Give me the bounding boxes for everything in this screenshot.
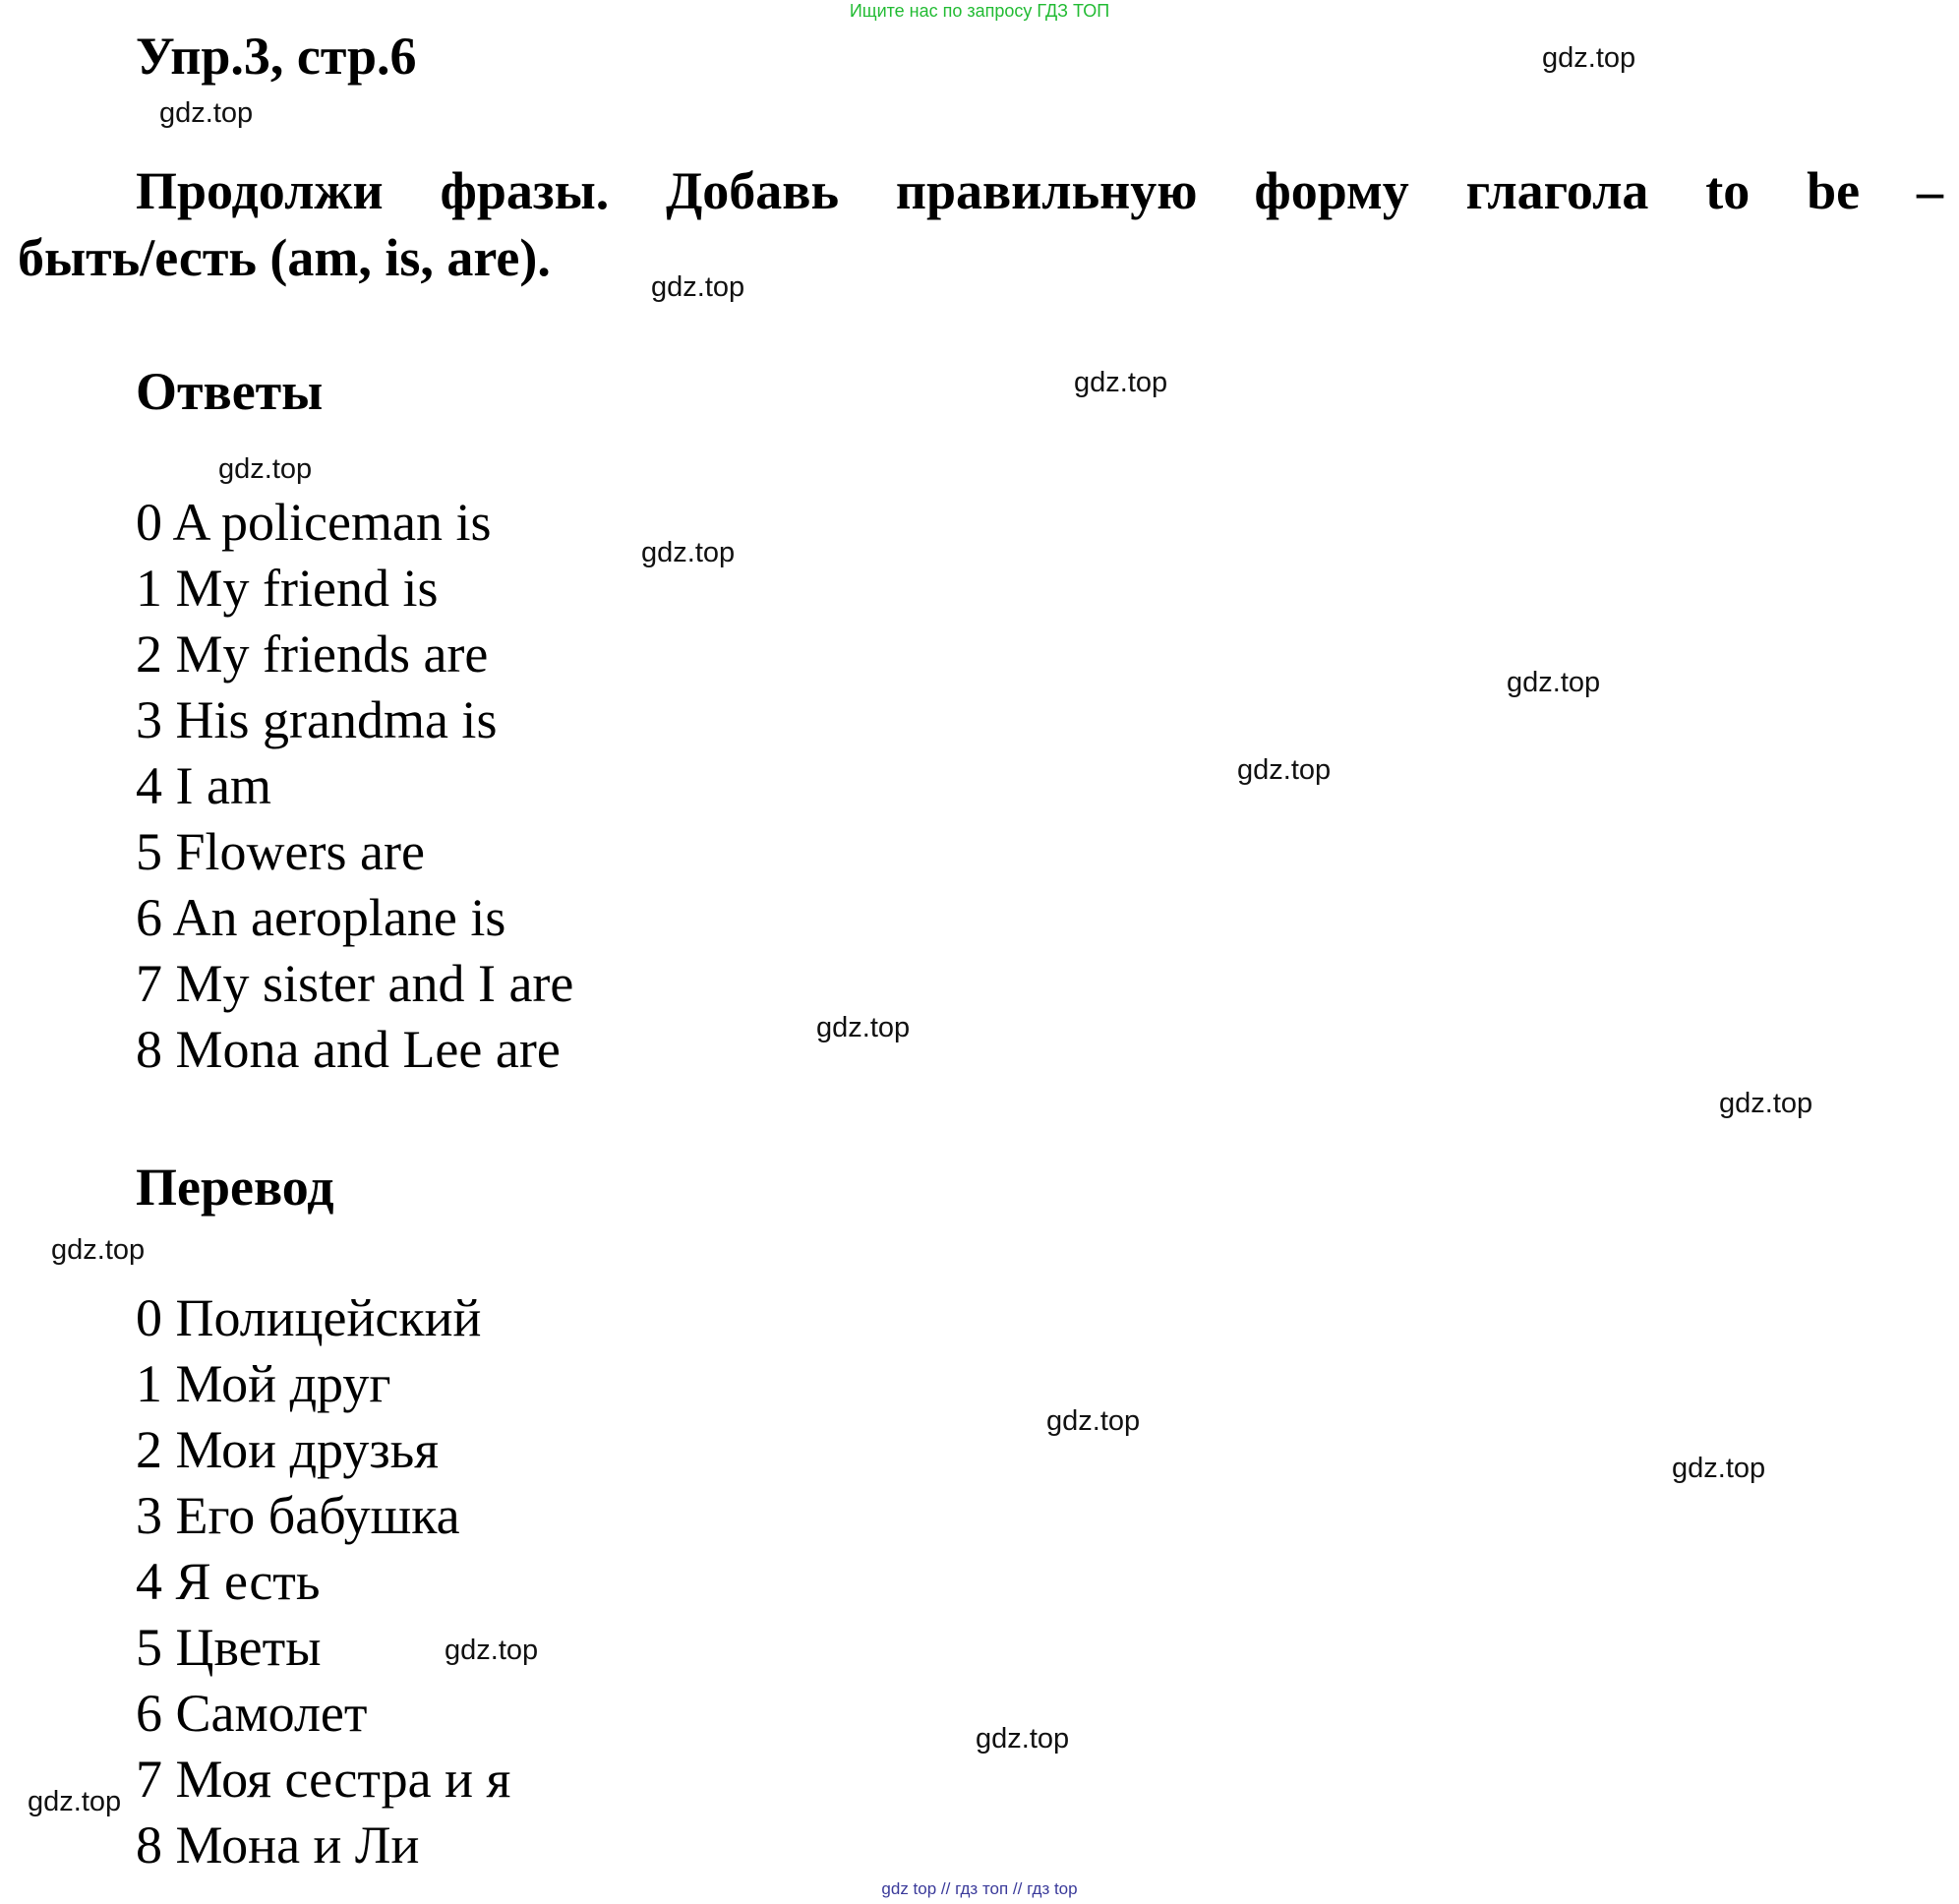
watermark: gdz.top	[651, 271, 745, 303]
watermark: gdz.top	[159, 97, 254, 129]
answers-list	[136, 490, 573, 1083]
translation-item: 8 Мона и Ли	[136, 1815, 420, 1874]
watermark: gdz.top	[1074, 367, 1168, 398]
task-instruction	[18, 157, 1943, 291]
watermark: gdz.top	[1046, 1405, 1141, 1437]
translation-item: 7 Моя сестра и я	[136, 1750, 511, 1809]
watermark: gdz.top	[1542, 42, 1636, 74]
watermark: gdz.top	[218, 453, 313, 485]
watermark: gdz.top	[1237, 754, 1332, 786]
translation-item: 0 Полицейский	[136, 1288, 482, 1347]
translation-list	[136, 1285, 510, 1878]
translation-item: 6 Самолет	[136, 1684, 368, 1743]
answer-item: 7 My sister and I are	[136, 954, 574, 1013]
translation-item: 2 Мои друзья	[136, 1420, 440, 1479]
answer-item: 1 My friend is	[136, 559, 439, 618]
watermark: gdz.top	[51, 1234, 146, 1266]
answers-heading: Ответы	[136, 362, 324, 421]
answer-item: 5 Flowers are	[136, 822, 425, 881]
top-banner: Ищите нас по запросу ГДЗ ТОП	[849, 1, 1110, 21]
watermark: gdz.top	[1719, 1088, 1813, 1119]
watermark: gdz.top	[816, 1012, 911, 1043]
watermark: gdz.top	[1507, 667, 1601, 698]
exercise-title: Упр.3, стр.6	[136, 27, 417, 86]
watermark: gdz.top	[445, 1635, 539, 1666]
translation-item: 5 Цветы	[136, 1618, 322, 1677]
task-line-2: быть/есть (am, is, are).	[18, 228, 551, 287]
answer-item: 2 My friends are	[136, 625, 489, 684]
watermark: gdz.top	[641, 537, 736, 568]
watermark: gdz.top	[976, 1723, 1070, 1755]
answer-item: 6 An aeroplane is	[136, 888, 506, 947]
translation-heading: Перевод	[136, 1158, 334, 1217]
answer-item: 4 I am	[136, 756, 271, 815]
footer-text: gdz top // гдз топ // гдз top	[881, 1879, 1078, 1898]
watermark: gdz.top	[1672, 1453, 1766, 1484]
translation-item: 1 Мой друг	[136, 1354, 391, 1413]
task-line-1: Продолжи фразы. Добавь правильную форму глагола to be –	[136, 161, 1943, 220]
watermark: gdz.top	[28, 1786, 122, 1817]
translation-item: 4 Я есть	[136, 1552, 321, 1611]
translation-item: 3 Его бабушка	[136, 1486, 460, 1545]
answer-item: 8 Mona and Lee are	[136, 1020, 561, 1079]
answer-item: 0 A policeman is	[136, 493, 492, 552]
answer-item: 3 His grandma is	[136, 690, 498, 749]
